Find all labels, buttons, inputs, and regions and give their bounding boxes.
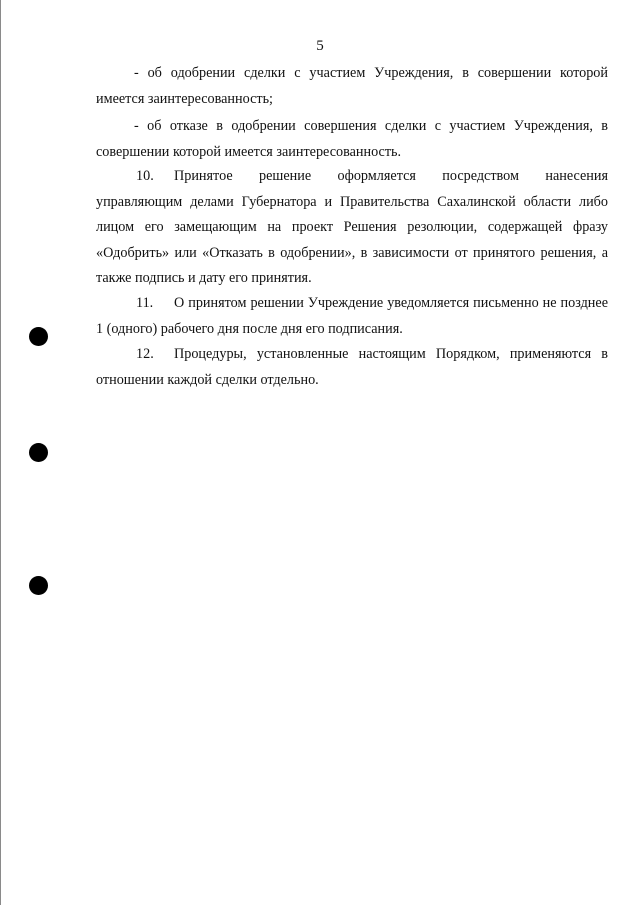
clause-10-line-1: Принятое решение оформляется посредством нанесения	[174, 168, 608, 184]
clause-12-line-2: отношении каждой сделки отдельно.	[96, 372, 319, 388]
binder-hole-middle	[29, 443, 48, 462]
binder-hole-top	[29, 327, 48, 346]
clause-10-line-2: управляющим делами Губернатора и Правительства Сахалинской области либо	[96, 194, 608, 210]
clause-10-line-5: также подпись и дату его принятия.	[96, 270, 312, 286]
scan-edge	[0, 0, 1, 905]
clause-number-11: 11.	[136, 295, 154, 311]
clause-10-line-4: «Одобрить» или «Отказать в одобрении», в зависимости от принятого решения, а	[96, 245, 608, 261]
clause-12-line-1: Процедуры, установленные настоящим Порядком, применяются в	[174, 346, 608, 362]
clause-number-10: 10.	[136, 168, 154, 184]
clause-11-line-2: 1 (одного) рабочего дня после дня его подписания.	[96, 321, 403, 337]
list-item-refuse: - об отказе в одобрении совершения сделки с участием Учреждения, в	[134, 118, 608, 134]
clause-number-12: 12.	[136, 346, 154, 362]
clause-10-line-3: лицом его замещающим на проект Решения резолюции, содержащей фразу	[96, 219, 608, 235]
list-item-approve-cont: имеется заинтересованность;	[96, 91, 273, 107]
page-number: 5	[316, 38, 324, 54]
binder-hole-bottom	[29, 576, 48, 595]
list-item-approve: - об одобрении сделки с участием Учреждения, в совершении которой	[134, 65, 608, 81]
clause-11-line-1: О принятом решении Учреждение уведомляется письменно не позднее	[174, 295, 608, 311]
list-item-refuse-cont: совершении которой имеется заинтересованность.	[96, 144, 402, 160]
